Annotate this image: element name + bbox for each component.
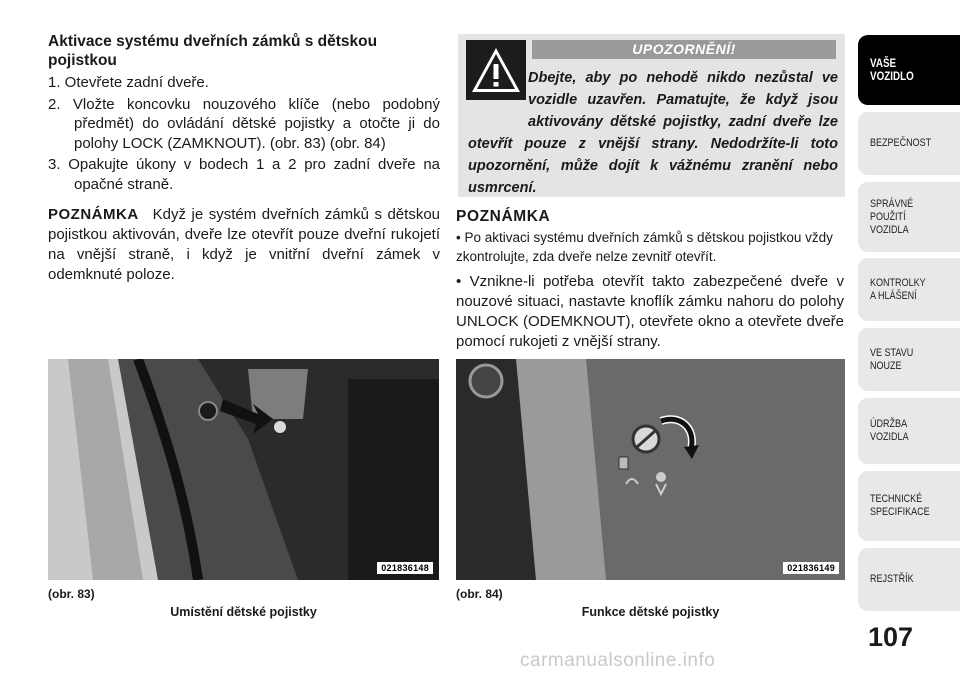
page-number: 107 <box>868 622 914 652</box>
right-column <box>456 208 844 352</box>
note-label: POZNÁMKA <box>48 206 139 223</box>
warning-box <box>458 34 845 197</box>
bullet-1: • Po aktivaci systému dveřních zámků s dětskou pojistkou vždy zkontrolujte, zda dveře nelze zevnitř otevřít. <box>456 230 833 264</box>
right-note-label: POZNÁMKA <box>456 208 551 225</box>
figure-83-caption: Umístění dětské pojistky <box>170 605 317 619</box>
figure-code: 021836149 <box>783 562 839 574</box>
figure-83-photo <box>48 359 439 580</box>
section-heading: Aktivace systému dveřních zámků s dětskou pojistkou <box>48 33 378 69</box>
left-column <box>48 32 440 285</box>
warning-text-block <box>468 67 838 199</box>
figure-84-number: (obr. 84) <box>456 587 503 601</box>
tab-spravne-pouziti[interactable]: SPRÁVNÉ POUŽITÍ VOZIDLA <box>858 182 960 252</box>
note-paragraph <box>48 205 440 285</box>
tab-ve-stavu-nouze[interactable]: VE STAVU NOUZE <box>858 328 960 391</box>
step-1: 1. Otevřete zadní dveře. <box>48 74 209 91</box>
step-2: 2. Vložte koncovku nouzového klíče (nebo podobný předmět) do ovládání dětské pojistky a otočte ji do polohy LOCK (ZAMKNOUT). (obr. 83) (obr. 84) <box>48 95 440 152</box>
figure-83-number: (obr. 83) <box>48 587 95 601</box>
figure-code: 021836148 <box>377 562 433 574</box>
step-3: 3. Opakujte úkony v bodech 1 a 2 pro zadní dveře na opačné straně. <box>48 156 440 193</box>
tab-bezpecnost[interactable]: BEZPEČNOST <box>858 112 960 175</box>
watermark: carmanualsonline.info <box>520 650 716 671</box>
figure-84-caption: Funkce dětské pojistky <box>581 605 720 619</box>
tab-rejstrik[interactable]: REJSTŘÍK <box>858 548 960 611</box>
warning-text: Dbejte, aby po nehodě nikdo nezůstal ve vozidle uzavřen. Pamatujte, že když jsou aktivovány dětské pojistky, zadní dveře lze otevřít pouze z vnější strany. Nedodržíte-li toto upozornění, může dojít k vážnému zranění nebo usmrcení. <box>468 70 838 196</box>
warning-title: UPOZORNĚNÍ! <box>532 40 836 59</box>
tab-technicke-specifikace[interactable]: TECHNICKÉ SPECIFIKACE <box>858 471 960 541</box>
bullet-2: • Vznikne-li potřeba otevřít takto zabezpečené dveře v nouzové situaci, nastavte knoflík zámku nahoru do polohy UNLOCK (ODEMKNOUT), otevřete okno a otevřete dveře pomocí rukojeti z vnější strany. <box>456 273 844 350</box>
tab-vase-vozidlo[interactable]: VAŠE VOZIDLO <box>858 35 960 105</box>
note-text: Když je systém dveřních zámků s dětskou pojistkou aktivován, dveře lze otevřít pouze dveřní rukojetí na vnější straně, i když je vnitřní dveřní zámek v odemknuté poloze. <box>48 206 440 283</box>
figure-84-photo <box>456 359 845 580</box>
tab-kontrolky[interactable]: KONTROLKY A HLÁŠENÍ <box>858 258 960 321</box>
tab-udrzba[interactable]: ÚDRŽBA VOZIDLA <box>858 398 960 464</box>
